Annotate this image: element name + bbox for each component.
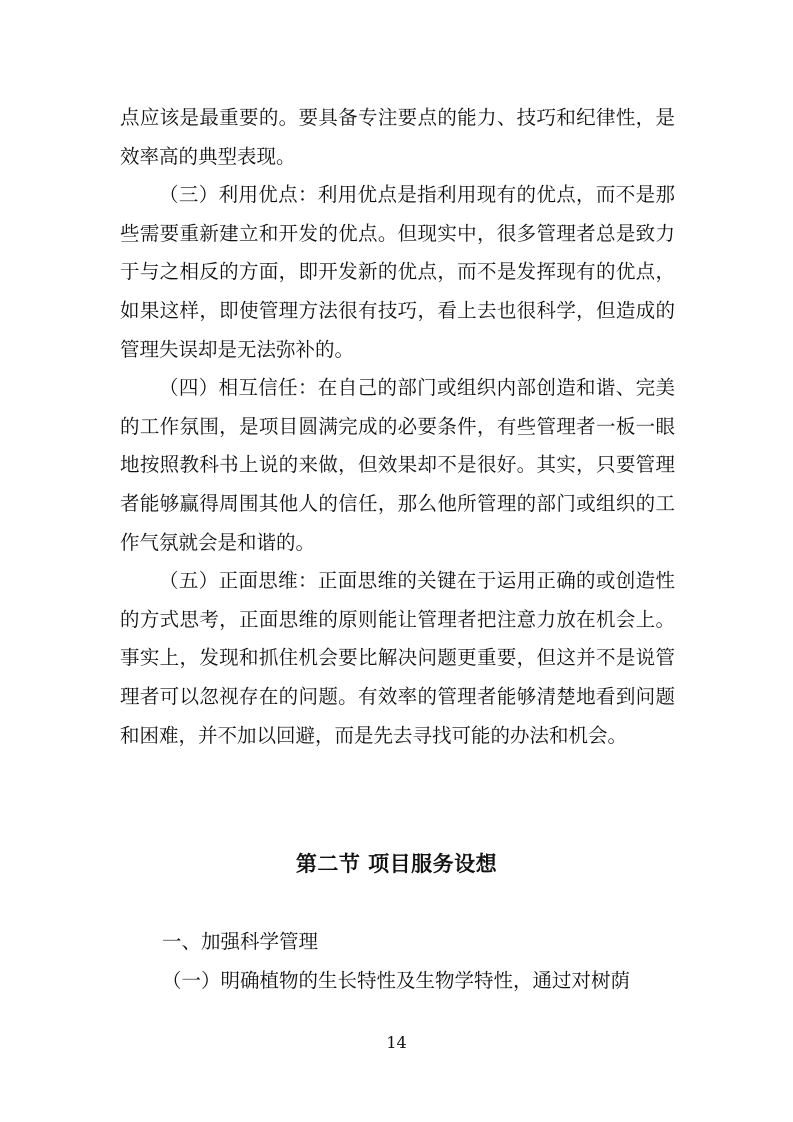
- sub-item-line: （一）明确植物的生长特性及生物学特性，通过对树荫: [162, 969, 631, 992]
- page-number: 14: [386, 1033, 407, 1052]
- paragraph-positive-thinking: （五）正面思维：正面思维的关键在于运用正确的或创造性的方式思考，正面思维的原则能让管理者把注意力放在机会上。事实上，发现和抓住机会要比解决问题更重要，但这并不是说管理者可以忽视存在的问题。有效率的管理者能够清楚地看到问题和困难，并不加以回避，而是先去寻找可能的办法和机会。: [120, 569, 675, 747]
- paragraph-mutual-trust: （四）相互信任：在自己的部门或组织内部创造和谐、完美的工作氛围，是项目圆满完成的必要条件，有些管理者一板一眼地按照教科书上说的来做，但效果却不是很好。其实，只要管理者能够赢得周围其他人的信任，那么他所管理的部门或组织的工作气氛就会是和谐的。: [120, 376, 675, 554]
- section-title: 第二节 项目服务设想: [295, 852, 498, 876]
- body-text: [120, 99, 675, 755]
- paragraph-continuation: 点应该是最重要的。要具备专注要点的能力、技巧和纪律性，是效率高的典型表现。: [120, 106, 675, 168]
- paragraph-leverage-strengths: （三）利用优点：利用优点是指利用现有的优点，而不是那些需要重新建立和开发的优点。但现实中，很多管理者总是致力于与之相反的方面，即开发新的优点，而不是发挥现有的优点，如果这样，即使管理方法很有技巧，看上去也很科学，但造成的管理失误却是无法弥补的。: [120, 183, 675, 361]
- item-heading: 一、加强科学管理: [162, 930, 319, 953]
